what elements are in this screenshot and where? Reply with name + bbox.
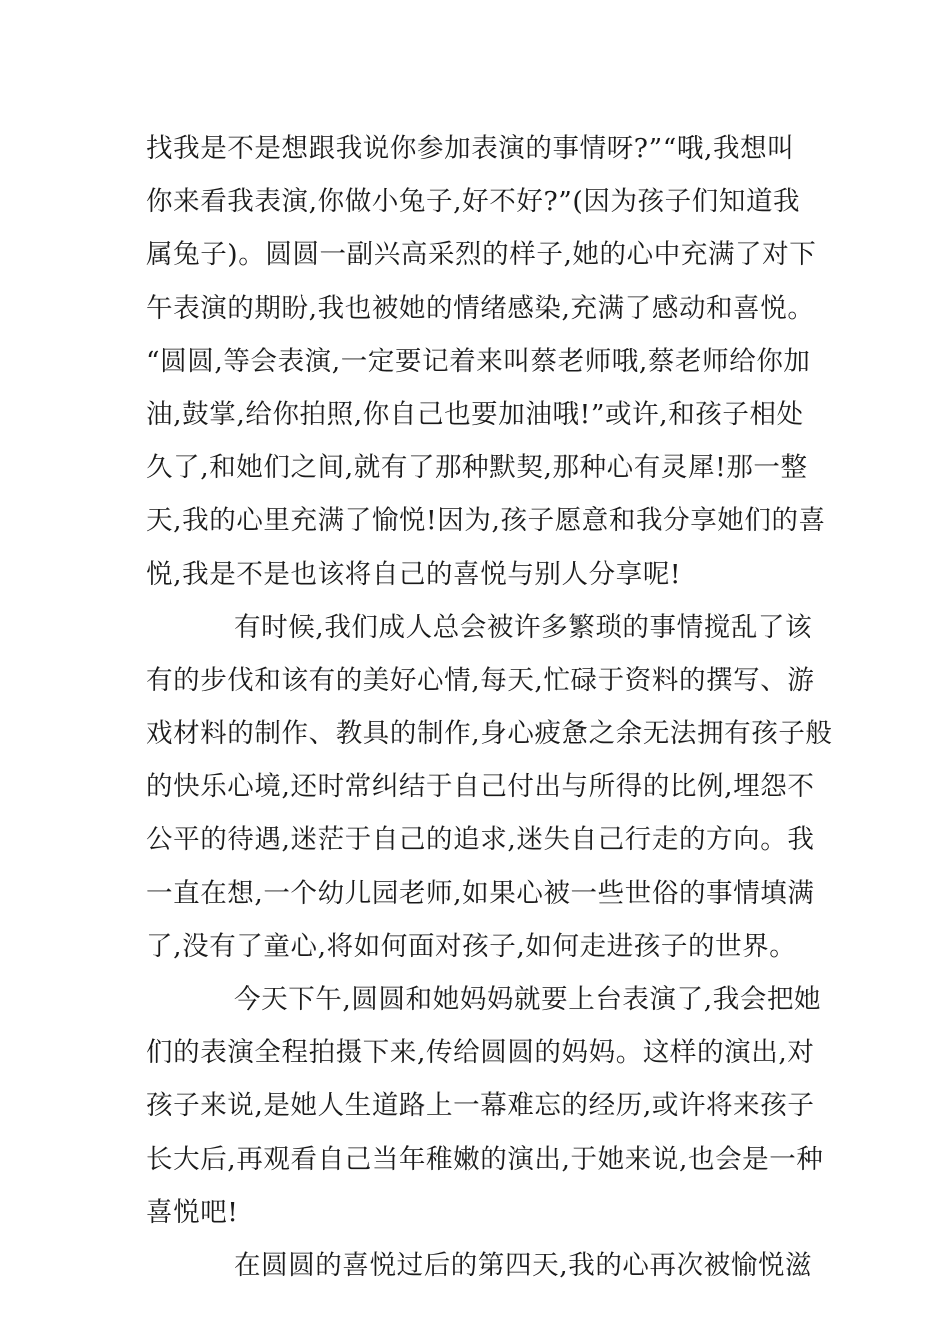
text-line: “圆圆,等会表演,一定要记着来叫蔡老师哦,蔡老师给你加 [146, 345, 811, 377]
text-line: 天,我的心里充满了愉悦!因为,孩子愿意和我分享她们的喜 [146, 505, 826, 537]
text-line: 你来看我表演,你做小兔子,好不好?”(因为孩子们知道我 [146, 186, 801, 218]
text-line: 公平的待遇,迷茫于自己的追求,迷失自己行走的方向。我 [146, 824, 815, 856]
text-line: 久了,和她们之间,就有了那种默契,那种心有灵犀!那一整 [146, 452, 808, 484]
document-body [146, 122, 833, 1292]
paragraph-first-line: 有时候,我们成人总会被许多繁琐的事情搅乱了该 [234, 611, 813, 643]
text-line: 长大后,再观看自己当年稚嫩的演出,于她来说,也会是一种 [146, 1143, 824, 1175]
paragraph-first-line: 在圆圆的喜悦过后的第四天,我的心再次被愉悦滋 [234, 1249, 813, 1281]
text-line: 油,鼓掌,给你拍照,你自己也要加油哦!”或许,和孩子相处 [146, 398, 804, 430]
text-line: 一直在想,一个幼儿园老师,如果心被一些世俗的事情填满 [146, 877, 815, 909]
text-line: 找我是不是想跟我说你参加表演的事情呀?”“哦,我想叫 [146, 133, 795, 164]
text-line: 有的步伐和该有的美好心情,每天,忙碌于资料的撰写、游 [146, 664, 815, 696]
text-line: 属兔子)。圆圆一副兴高采烈的样子,她的心中充满了对下 [146, 239, 817, 271]
text-line: 戏材料的制作、教具的制作,身心疲惫之余无法拥有孩子般 [146, 718, 833, 750]
paragraph-first-line: 今天下午,圆圆和她妈妈就要上台表演了,我会把她 [234, 984, 822, 1015]
text-line: 喜悦吧! [146, 1196, 239, 1228]
text-line: 孩子来说,是她人生道路上一幕难忘的经历,或许将来孩子 [146, 1090, 815, 1122]
text-line: 的快乐心境,还时常纠结于自己付出与所得的比例,埋怨不 [146, 771, 815, 803]
text-line: 们的表演全程拍摄下来,传给圆圆的妈妈。这样的演出,对 [146, 1037, 815, 1069]
text-line: 午表演的期盼,我也被她的情绪感染,充满了感动和喜悦。 [146, 292, 815, 324]
text-line: 悦,我是不是也该将自己的喜悦与别人分享呢! [146, 558, 682, 590]
text-line: 了,没有了童心,将如何面对孩子,如何走进孩子的世界。 [146, 930, 797, 962]
